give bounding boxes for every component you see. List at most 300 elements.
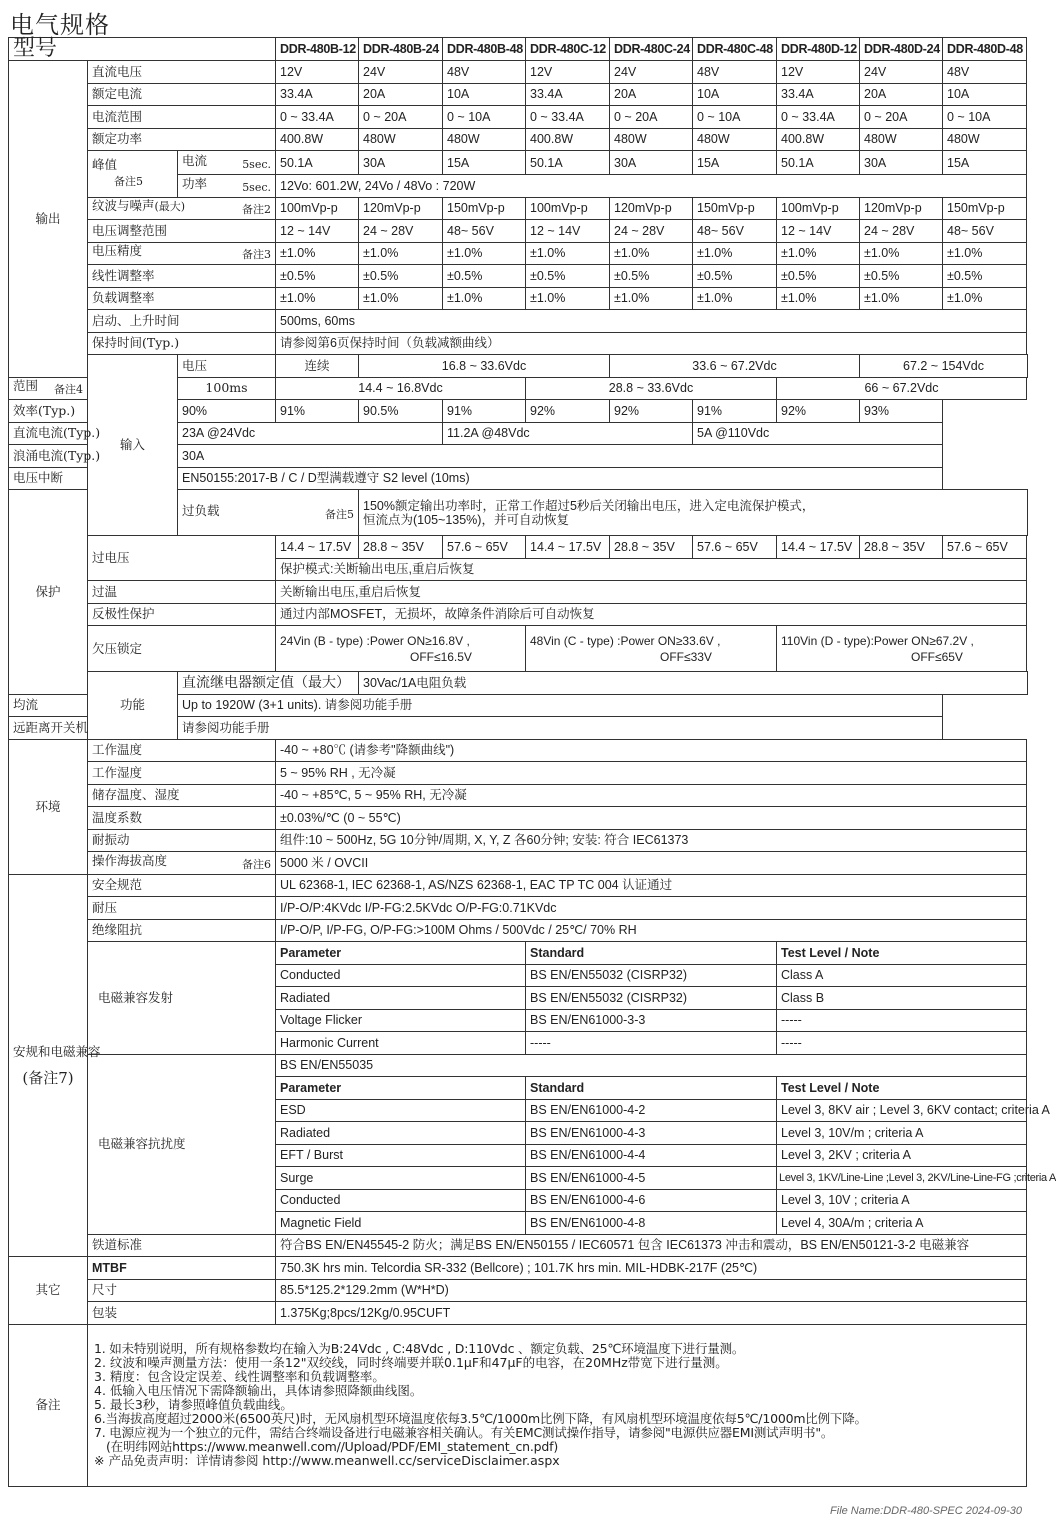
spec-row: [9, 106, 1028, 129]
ripple-value: 150mVp-p: [943, 197, 1027, 220]
dc-voltage-value: 24V: [610, 61, 693, 84]
spec-row: [9, 581, 1028, 604]
emc-standard: Standard: [526, 942, 777, 965]
inrush-label: 浪涌电流(Typ.): [13, 447, 101, 463]
rated-power-value: 480W: [610, 128, 693, 151]
over-voltage-mode: 保护模式:关断输出电压,重启后恢复: [276, 558, 1027, 581]
load-reg-value: ±1.0%: [693, 287, 777, 310]
model-label: 型号: [9, 38, 276, 61]
note-line: 6.当海拔高度超过2000米(6500英尺)时，无风扇机型环境温度依每3.5℃/1000m比例下降，有风扇机型环境温度依每5℃/1000m比例下降。: [94, 1411, 867, 1426]
emc-standard: -----: [526, 1032, 777, 1055]
ripple-suffix: (最大): [154, 200, 186, 214]
rated-current-value: 20A: [610, 83, 693, 106]
voltage-adj-label: 电压调整范围: [92, 222, 168, 238]
safety-standards-value: UL 62368-1, IEC 62368-1, AS/NZS 62368-1, EAC TP TC 004 认证通过: [276, 874, 1027, 897]
ripple-value: 120mVp-p: [610, 197, 693, 220]
peak-current: [178, 151, 276, 175]
voltage-tol-value: ±1.0%: [359, 242, 443, 265]
section-output: 输出: [9, 61, 88, 378]
over-voltage-value: 28.8 ~ 35V: [860, 536, 943, 559]
notes-block: [88, 1324, 1027, 1486]
section-environment: 环境: [9, 739, 88, 874]
temp-coeff-value: ±0.03%/℃ (0 ~ 55℃): [276, 807, 1027, 830]
load-reg-value: ±1.0%: [276, 287, 359, 310]
line-reg-value: ±0.5%: [693, 265, 777, 288]
input-100ms-value: 14.4 ~ 16.8Vdc: [276, 377, 526, 400]
rated-current-value: 10A: [443, 83, 526, 106]
overload-value: [359, 490, 1028, 536]
remote-onoff-label: 远距离开关机: [13, 719, 89, 735]
section-input: 输入: [88, 355, 178, 536]
dc-voltage-label: 直流电压: [92, 63, 143, 79]
emc-immunity-standard: BS EN/EN55035: [276, 1054, 1027, 1077]
peak-current-value: 50.1A: [777, 151, 860, 175]
hold-up-label: 保持时间(Typ.): [92, 335, 180, 351]
rated-power-value: 480W: [693, 128, 777, 151]
dimension-value: 85.5*125.2*129.2mm (W*H*D): [276, 1279, 1027, 1302]
spec-row: [9, 151, 1028, 175]
section-function: 功能: [88, 672, 178, 740]
uvlo-value: [526, 626, 777, 672]
model-name: DDR-480C-48: [693, 38, 777, 61]
storage-label: 储存温度、湿度: [92, 787, 180, 803]
rated-power: [88, 128, 276, 151]
dimension: [88, 1279, 276, 1302]
spec-row: [9, 422, 1028, 445]
emc-parameter: Conducted: [276, 964, 526, 987]
ripple-value: 120mVp-p: [860, 197, 943, 220]
railway: [88, 1234, 276, 1257]
peak-current-label: 电流: [182, 152, 208, 168]
emc-immunity-label: 电磁兼容抗扰度: [88, 1054, 276, 1234]
voltage-tol-value: ±1.0%: [276, 242, 359, 265]
setup-rise: [88, 310, 276, 333]
voltage-tol-value: ±1.0%: [526, 242, 610, 265]
input-100ms-label: 100ms: [178, 377, 276, 400]
line-reg-value: ±0.5%: [610, 265, 693, 288]
working-humidity-value: 5 ~ 95% RH , 无冷凝: [276, 762, 1027, 785]
remote-onoff-value: 请参阅功能手册: [178, 717, 943, 740]
voltage-adj-value: 12 ~ 14V: [777, 220, 860, 243]
emc-standard: BS EN/EN61000-4-8: [526, 1212, 777, 1235]
input-range-label: 范围: [13, 378, 39, 394]
peak: [88, 151, 178, 198]
over-voltage-value: 14.4 ~ 17.5V: [526, 536, 610, 559]
voltage-tol-value: ±1.0%: [777, 242, 860, 265]
reverse-polarity-value: 通过内部MOSFET，无损坏，故障条件消除后可自动恢复: [276, 603, 1027, 626]
line-reg-value: ±0.5%: [443, 265, 526, 288]
current-range-value: 0 ~ 20A: [359, 106, 443, 129]
ripple-value: 100mVp-p: [276, 197, 359, 220]
spec-row: [9, 897, 1028, 920]
section-others: 其它: [9, 1257, 88, 1325]
efficiency-value: 92%: [526, 400, 610, 423]
emc-level: Level 3, 2KV ; criteria A: [777, 1144, 1027, 1167]
current-range-value: 0 ~ 10A: [443, 106, 526, 129]
emc-standard: BS EN/EN55032 (CISRP32): [526, 987, 777, 1010]
emc-parameter: Magnetic Field: [276, 1212, 526, 1235]
emc-level: Level 4, 30A/m ; criteria A: [777, 1212, 1027, 1235]
voltage-tol-value: ±1.0%: [860, 242, 943, 265]
spec-row: [9, 310, 1028, 333]
relay-value: 30Vac/1A电阻负载: [359, 672, 1028, 695]
spec-row: [9, 626, 1028, 672]
mtbf-value: 750.3K hrs min. Telcordia SR-332 (Bellcore) ; 101.7K hrs min. MIL-HDBK-217F (25℃): [276, 1257, 1027, 1280]
withstand-label: 耐压: [92, 899, 118, 915]
overload-label: 过负载: [182, 502, 220, 518]
uvlo-off: OFF≤16.5V: [410, 649, 472, 664]
input-continuous-value: 33.6 ~ 67.2Vdc: [610, 355, 860, 378]
load-reg-value: ±1.0%: [860, 287, 943, 310]
altitude-label: 操作海拔高度: [92, 852, 168, 868]
storage: [88, 784, 276, 807]
ripple-label: 纹波与噪声: [92, 198, 155, 214]
current-range-value: 0 ~ 10A: [693, 106, 777, 129]
reverse-polarity: [88, 603, 276, 626]
spec-row: [9, 1324, 1028, 1486]
section-protection: 保护: [9, 490, 88, 695]
emc-parameter: Surge: [276, 1167, 526, 1190]
load-reg-value: ±1.0%: [443, 287, 526, 310]
emc-level: Level 3, 10V/m ; criteria A: [777, 1122, 1027, 1145]
hold-up: [88, 332, 276, 355]
peak-current-value: 50.1A: [526, 151, 610, 175]
rated-current-value: 33.4A: [526, 83, 610, 106]
voltage-tol-value: ±1.0%: [693, 242, 777, 265]
dc-voltage-value: 12V: [526, 61, 610, 84]
emc-parameter: EFT / Burst: [276, 1144, 526, 1167]
section-safety-note: (备注7): [22, 1069, 74, 1088]
current-range-value: 0 ~ 33.4A: [276, 106, 359, 129]
ripple-value: 150mVp-p: [693, 197, 777, 220]
note-line: 1. 如未特别说明，所有规格参数均在输入为B:24Vdc , C:48Vdc , D:110Vdc 、额定负载、25℃环境温度下进行量测。: [94, 1341, 745, 1356]
uvlo-on: 48Vin (C - type) :Power ON≥33.6V ,: [530, 633, 721, 648]
spec-row: [9, 1054, 1028, 1077]
voltage-tol-value: ±1.0%: [943, 242, 1027, 265]
voltage-adj-value: 48~ 56V: [443, 220, 526, 243]
model-name: DDR-480B-12: [276, 38, 359, 61]
efficiency-value: 90.5%: [359, 400, 443, 423]
over-voltage-value: 14.4 ~ 17.5V: [777, 536, 860, 559]
dc-voltage-value: 48V: [443, 61, 526, 84]
line-reg-label: 线性调整率: [92, 267, 155, 283]
dc-current-value: 5A @110Vdc: [693, 422, 943, 445]
uvlo: [88, 626, 276, 672]
voltage-adj-value: 12 ~ 14V: [526, 220, 610, 243]
section-notes: 备注: [9, 1324, 88, 1486]
vibration-label: 耐振动: [92, 832, 130, 848]
over-voltage-value: 57.6 ~ 65V: [693, 536, 777, 559]
dc-voltage-value: 48V: [943, 61, 1027, 84]
peak-current-value: 30A: [860, 151, 943, 175]
page-title: 电气规格: [10, 11, 110, 39]
section-safety: [9, 874, 101, 1257]
footnote-ref: 备注4: [54, 383, 83, 397]
spec-table: [8, 36, 1056, 1487]
input-range: [9, 377, 88, 400]
emc-parameter: Harmonic Current: [276, 1032, 526, 1055]
dc-voltage-value: 12V: [777, 61, 860, 84]
spec-row: [9, 220, 1028, 243]
emc-parameter: Parameter: [276, 1077, 526, 1100]
spec-row: [9, 128, 1028, 151]
voltage-adj-value: 24 ~ 28V: [610, 220, 693, 243]
rated-current-value: 20A: [860, 83, 943, 106]
rated-power-value: 480W: [443, 128, 526, 151]
rated-power-value: 400.8W: [777, 128, 860, 151]
emc-parameter: ESD: [276, 1099, 526, 1122]
vibration: [88, 829, 276, 852]
over-voltage-value: 28.8 ~ 35V: [610, 536, 693, 559]
ripple-value: 150mVp-p: [443, 197, 526, 220]
efficiency-value: 91%: [443, 400, 526, 423]
voltage-adj-value: 48~ 56V: [693, 220, 777, 243]
isolation-label: 绝缘阻抗: [92, 922, 143, 938]
spec-row: [9, 83, 1028, 106]
spec-row: [9, 242, 1028, 265]
spec-row: [9, 400, 1028, 423]
setup-rise-label: 启动、上升时间: [92, 312, 180, 328]
uvlo-value: [777, 626, 1027, 672]
dc-voltage-value: 12V: [276, 61, 359, 84]
note-line: (在明纬网站https://www.meanwell.com//Upload/PDF/EMI_statement_cn.pdf): [106, 1439, 558, 1454]
rated-current-value: 10A: [693, 83, 777, 106]
voltage-adj-value: 48~ 56V: [943, 220, 1027, 243]
load-reg: [88, 287, 276, 310]
rated-power-value: 480W: [860, 128, 943, 151]
working-temp-label: 工作温度: [92, 742, 143, 758]
peak-current-value: 30A: [610, 151, 693, 175]
rated-current: [88, 83, 276, 106]
spec-row: [9, 852, 1028, 875]
emc-standard: Standard: [526, 1077, 777, 1100]
remote-onoff: [9, 717, 178, 740]
vibration-value: 组件:10 ~ 500Hz, 5G 10分钟/周期, X, Y, Z 各60分钟; 安装: 符合 IEC61373: [276, 829, 1027, 852]
voltage-adj: [88, 220, 276, 243]
current-sharing-value: Up to 1920W (3+1 units). 请参阅功能手册: [178, 694, 943, 717]
current-range-value: 0 ~ 20A: [860, 106, 943, 129]
spec-row: [9, 942, 1028, 965]
line-reg-value: ±0.5%: [943, 265, 1027, 288]
footnote-ref: 备注5: [325, 507, 354, 521]
current-range: [88, 106, 276, 129]
voltage-tol-value: ±1.0%: [610, 242, 693, 265]
peak-power: [178, 175, 276, 198]
temp-coeff: [88, 807, 276, 830]
spec-row: [9, 536, 1028, 559]
efficiency-value: 92%: [610, 400, 693, 423]
spec-row: [9, 445, 1028, 468]
note-line: ※ 产品免责声明：详情请参阅 http://www.meanwell.cc/serviceDisclaimer.aspx: [94, 1453, 560, 1468]
altitude: [88, 852, 276, 875]
spec-row: [9, 762, 1028, 785]
spec-row: [9, 1302, 1028, 1325]
dc-current: [9, 422, 178, 445]
voltage-tol-value: ±1.0%: [443, 242, 526, 265]
emc-standard: BS EN/EN61000-4-6: [526, 1189, 777, 1212]
emc-level: -----: [777, 1032, 1027, 1055]
input-100ms-value: 66 ~ 67.2Vdc: [777, 377, 1027, 400]
over-temp-value: 关断输出电压,重启后恢复: [276, 581, 1027, 604]
spec-row: [9, 739, 1028, 762]
isolation-value: I/P-O/P, I/P-FG, O/P-FG:>100M Ohms / 500Vdc / 25℃/ 70% RH: [276, 919, 1027, 942]
dc-current-label: 直流电流(Typ.): [13, 425, 101, 441]
ripple-value: 100mVp-p: [777, 197, 860, 220]
model-name: DDR-480C-12: [526, 38, 610, 61]
inrush: [9, 445, 178, 468]
peak-current-value: 50.1A: [276, 151, 359, 175]
load-reg-value: ±1.0%: [359, 287, 443, 310]
emc-standard: BS EN/EN55032 (CISRP32): [526, 964, 777, 987]
over-voltage-value: 14.4 ~ 17.5V: [276, 536, 359, 559]
packing: [88, 1302, 276, 1325]
emc-level: Level 3, 10V ; criteria A: [777, 1189, 1027, 1212]
input-100ms-value: 28.8 ~ 33.6Vdc: [526, 377, 777, 400]
spec-row: [9, 197, 1028, 220]
emc-level: Level 3, 1KV/Line-Line ;Level 3, 2KV/Line-Line-FG ;criteria A: [777, 1167, 1027, 1190]
interruption-value: EN50155:2017-B / C / D型满载遵守 S2 level (10ms): [178, 467, 943, 490]
spec-row: [9, 1257, 1028, 1280]
voltage-adj-value: 24 ~ 28V: [860, 220, 943, 243]
emc-level: Class A: [777, 964, 1027, 987]
model-name: DDR-480C-24: [610, 38, 693, 61]
emc-standard: BS EN/EN61000-4-4: [526, 1144, 777, 1167]
efficiency-label: 效率(Typ.): [13, 402, 76, 418]
model-name: DDR-480B-24: [359, 38, 443, 61]
spec-row: [9, 1234, 1028, 1257]
working-humidity-label: 工作湿度: [92, 764, 143, 780]
voltage-adj-value: 24 ~ 28V: [359, 220, 443, 243]
dc-current-value: 11.2A @48Vdc: [443, 422, 693, 445]
emc-parameter: Radiated: [276, 1122, 526, 1145]
efficiency-value: 92%: [777, 400, 860, 423]
model-name: DDR-480D-24: [860, 38, 943, 61]
working-temp-value: -40 ~ +80℃ (请参考"降额曲线"): [276, 739, 1027, 762]
peak-power-label: 功率: [182, 175, 208, 191]
line-reg-value: ±0.5%: [359, 265, 443, 288]
peak-label: 峰值: [92, 157, 118, 173]
isolation: [88, 919, 276, 942]
emc-standard: BS EN/EN61000-4-5: [526, 1167, 777, 1190]
section-safety-label: 安规和电磁兼容: [13, 1044, 101, 1060]
emc-parameter: Voltage Flicker: [276, 1009, 526, 1032]
peak-current-value: 30A: [359, 151, 443, 175]
efficiency: [9, 400, 178, 423]
uvlo-on: 24Vin (B - type) :Power ON≥16.8V ,: [280, 633, 470, 648]
uvlo-label: 欠压锁定: [92, 640, 143, 656]
note-line: 3. 精度：包含设定误差、线性调整率和负载调整率。: [94, 1369, 385, 1384]
spec-row: [9, 38, 1028, 61]
interruption: [9, 467, 178, 490]
rated-current-value: 33.4A: [777, 83, 860, 106]
load-reg-value: ±1.0%: [943, 287, 1027, 310]
emc-level: Test Level / Note: [777, 942, 1027, 965]
current-range-value: 0 ~ 20A: [610, 106, 693, 129]
model-name: DDR-480D-48: [943, 38, 1027, 61]
current-range-value: 0 ~ 10A: [943, 106, 1027, 129]
note-line: 7. 电源应视为一个独立的元件，需结合终端设备进行电磁兼容相关确认。有关EMC测试操作指导，请参阅"电源供应器EMI测试声明书"。: [94, 1425, 834, 1440]
emc-emission-label: 电磁兼容发射: [88, 942, 276, 1055]
emc-parameter: Parameter: [276, 942, 526, 965]
safety-standards: [88, 874, 276, 897]
peak-duration: 5sec.: [242, 157, 271, 171]
ripple: [88, 197, 276, 220]
emc-parameter: Radiated: [276, 987, 526, 1010]
railway-label: 铁道标准: [92, 1237, 143, 1253]
voltage-adj-value: 12 ~ 14V: [276, 220, 359, 243]
working-humidity: [88, 762, 276, 785]
relay: 直流继电器额定值（最大）: [178, 672, 359, 695]
spec-row: [9, 672, 1028, 695]
emc-level: Level 3, 8KV air ; Level 3, 6KV contact; criteria A: [777, 1099, 1027, 1122]
packing-label: 包装: [92, 1304, 118, 1320]
overload-line1: 150%额定输出功率时，正常工作超过5秒后关闭输出电压，进入定电流保护模式，: [363, 498, 815, 513]
withstand-value: I/P-O/P:4KVdc I/P-FG:2.5KVdc O/P-FG:0.71KVdc: [276, 897, 1027, 920]
load-reg-value: ±1.0%: [610, 287, 693, 310]
rated-power-value: 480W: [943, 128, 1027, 151]
spec-row: [9, 784, 1028, 807]
spec-row: [9, 603, 1028, 626]
footnote-ref: 备注3: [242, 248, 271, 262]
current-range-value: 0 ~ 33.4A: [777, 106, 860, 129]
withstand: [88, 897, 276, 920]
line-reg-value: ±0.5%: [777, 265, 860, 288]
dc-voltage-value: 24V: [860, 61, 943, 84]
emc-level: Class B: [777, 987, 1027, 1010]
input-continuous-value: 16.8 ~ 33.6Vdc: [359, 355, 610, 378]
safety-standards-label: 安全规范: [92, 877, 143, 893]
line-reg-value: ±0.5%: [860, 265, 943, 288]
dc-voltage-value: 24V: [359, 61, 443, 84]
efficiency-value: 90%: [178, 400, 276, 423]
voltage-tol-label: 电压精度: [92, 243, 143, 259]
spec-row: [9, 265, 1028, 288]
footnote-ref: 备注2: [242, 203, 271, 217]
inrush-value: 30A: [178, 445, 943, 468]
hold-up-value: 请参阅第6页保持时间（负载减额曲线）: [276, 332, 1027, 355]
working-temp: [88, 739, 276, 762]
setup-rise-value: 500ms, 60ms: [276, 310, 1027, 333]
spec-row: [9, 61, 1028, 84]
spec-row: [9, 1279, 1028, 1302]
over-voltage: 过电压: [88, 536, 276, 581]
interruption-label: 电压中断: [13, 470, 64, 486]
current-sharing: [9, 694, 178, 717]
peak-duration: 5sec.: [242, 180, 271, 194]
uvlo-off: OFF≤65V: [911, 649, 963, 664]
load-reg-value: ±1.0%: [777, 287, 860, 310]
uvlo-on: 110Vin (D - type):Power ON≥67.2V ,: [781, 633, 974, 648]
mtbf-label: MTBF: [88, 1257, 276, 1280]
spec-row: [9, 287, 1028, 310]
input-continuous-value: 67.2 ~ 154Vdc: [860, 355, 1028, 378]
spec-row: [9, 332, 1028, 355]
dc-current-value: 23A @24Vdc: [178, 422, 443, 445]
model-name: DDR-480D-12: [777, 38, 860, 61]
emc-level: Test Level / Note: [777, 1077, 1027, 1100]
rated-current-value: 20A: [359, 83, 443, 106]
overload-line2: 恒流点为(105~135%)，并可自动恢复: [363, 512, 569, 527]
current-range-value: 0 ~ 33.4A: [526, 106, 610, 129]
over-voltage-value: 28.8 ~ 35V: [359, 536, 443, 559]
altitude-value: 5000 米 / OVCII: [276, 852, 1027, 875]
efficiency-value: 91%: [693, 400, 777, 423]
voltage-tol: [88, 242, 276, 265]
note-line: 4. 低输入电压情况下需降额输出，具体请参照降额曲线图。: [94, 1383, 423, 1398]
load-reg-value: ±1.0%: [526, 287, 610, 310]
rated-current-value: 10A: [943, 83, 1027, 106]
emc-level: -----: [777, 1009, 1027, 1032]
